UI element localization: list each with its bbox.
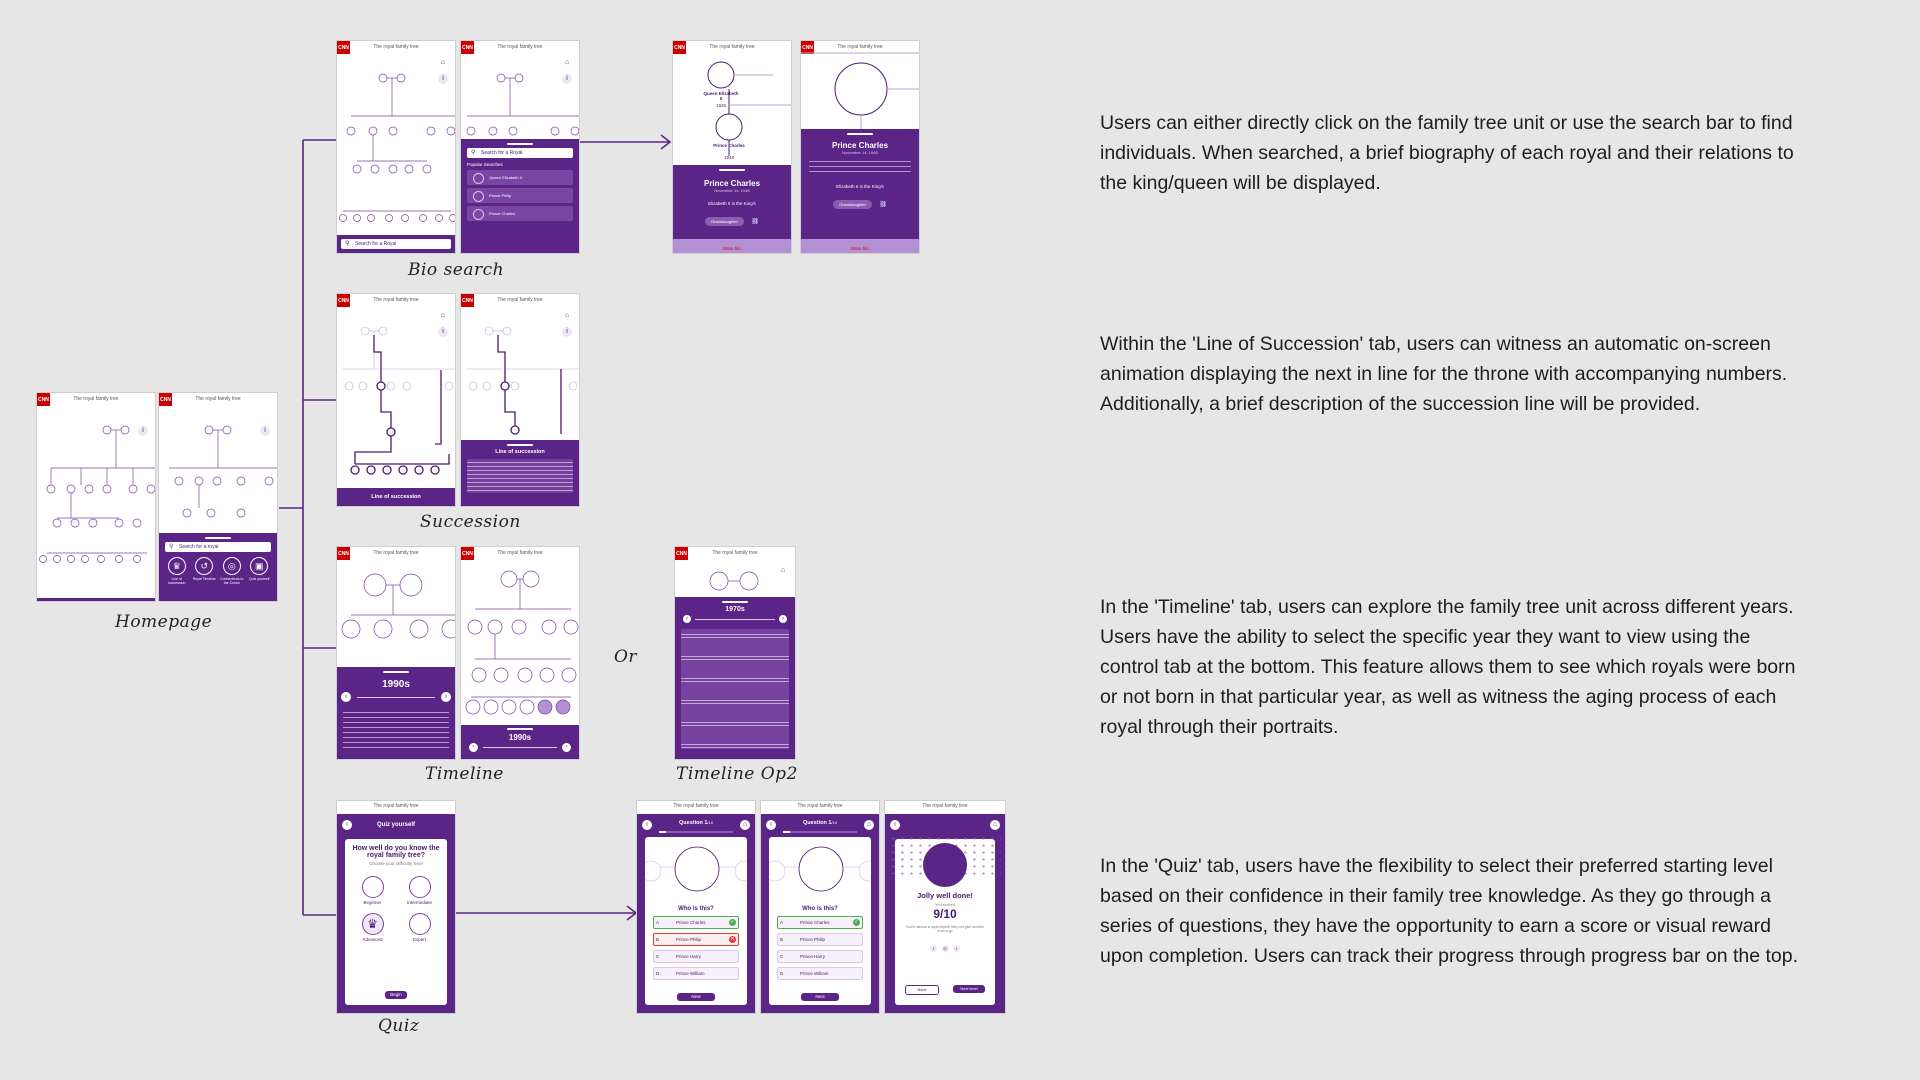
family-tree[interactable] (337, 41, 456, 254)
quiz-progress-bar (659, 831, 733, 833)
question-number: Question 1 (679, 820, 708, 826)
info-icon[interactable]: i (260, 426, 270, 436)
cnn-logo: CNN (675, 547, 688, 560)
info-icon[interactable]: i (138, 426, 148, 436)
home-icon[interactable]: ⌂ (864, 820, 874, 830)
link-icon[interactable]: ⛓ (751, 219, 759, 225)
screen-title: The royal family tree (497, 297, 543, 303)
bio-search-panel (337, 235, 455, 253)
quiz-icon: ▣ (250, 557, 268, 575)
back-arrow-icon[interactable]: ‹ (342, 820, 352, 830)
description-bio-search: Users can either directly click on the family tree unit or use the search bar to find individuals. When searched, a brief biography of each royal and their relations to the king/queen will be displayed. (1100, 112, 1794, 194)
cnn-logo: CNN (37, 393, 50, 406)
screen-title: The royal family tree (337, 801, 455, 814)
answer-option-b[interactable]: B Prince Philip (777, 933, 863, 946)
screen-title: The royal family tree (761, 801, 879, 814)
relation-tag: Granddaughter (705, 217, 744, 226)
succession-description (467, 459, 573, 493)
succession-panel (461, 440, 579, 506)
quiz-level-card (345, 839, 447, 1005)
home-icon[interactable]: ⌂ (740, 820, 750, 830)
year-display: 1970s (725, 606, 745, 613)
caption-timeline-op2: Timeline Op2 (676, 764, 798, 784)
wrong-icon: ✕ (730, 936, 735, 942)
crown-icon: ♛ (362, 913, 384, 935)
caption-succession: Succession (420, 512, 521, 532)
quiz-header: Quiz yourself (376, 822, 415, 828)
info-icon[interactable]: i (562, 327, 572, 337)
cnn-logo: CNN (337, 294, 350, 307)
chevron-left-icon[interactable]: ‹ (341, 692, 351, 702)
cnn-logo: CNN (461, 41, 474, 54)
quiz-question-screen-2 (760, 800, 880, 1014)
search-input[interactable]: ⚲ Search for a Royal (467, 148, 573, 158)
begin-button[interactable]: Begin (385, 991, 407, 999)
question-total: /10 (707, 820, 713, 825)
chevron-right-icon[interactable]: › (441, 692, 451, 702)
search-input[interactable]: ⚲ Search for a Royal (341, 239, 451, 249)
home-icon[interactable]: ⌂ (564, 59, 570, 66)
year-display: 1990s (508, 733, 532, 742)
level-beginner[interactable]: Beginner (351, 876, 394, 905)
level-intermediate[interactable]: Intermediate (398, 876, 441, 905)
bio-screen-4 (800, 40, 920, 254)
avatar (923, 843, 967, 887)
caption-homepage: Homepage (115, 612, 213, 632)
family-tree[interactable] (37, 393, 156, 602)
caption-or: Or (614, 647, 638, 667)
cnn-logo: CNN (673, 41, 686, 54)
caption-timeline: Timeline (425, 764, 504, 784)
charles-label: Prince Charles (713, 143, 745, 148)
portrait-tree (769, 837, 871, 901)
question-number: Question 1 (803, 820, 832, 826)
succession-title: Line of succession (495, 449, 545, 455)
timeline-control-panel (461, 725, 579, 759)
timeline-events-list (681, 629, 789, 749)
screen-title: The royal family tree (195, 396, 241, 402)
bio-name: Prince Charles (703, 179, 761, 188)
family-tree[interactable] (337, 547, 456, 677)
bio-card (801, 129, 919, 253)
screen-title: The royal family tree (885, 801, 1005, 814)
answer-option-a[interactable]: A Prince Charles ✓ (653, 916, 739, 929)
bio-relation: Elizabeth II is the King's (836, 184, 884, 189)
screen-title: The royal family tree (373, 44, 419, 50)
next-level-button[interactable]: Next level (953, 985, 985, 993)
cnn-logo: CNN (337, 41, 350, 54)
question-total: /10 (831, 820, 837, 825)
screen-title: The royal family tree (709, 44, 755, 50)
family-tree[interactable] (461, 41, 580, 151)
timeline-op2-panel (675, 597, 795, 759)
succession-screen-2 (460, 293, 580, 507)
correct-icon: ✓ (854, 919, 859, 925)
cnn-logo: CNN (337, 547, 350, 560)
home-icon[interactable]: ⌂ (780, 567, 786, 574)
year-slider[interactable] (679, 615, 791, 625)
family-tree[interactable] (159, 393, 278, 543)
next-button[interactable]: Next (677, 993, 715, 1001)
screen-title: The royal family tree (373, 297, 419, 303)
share-icon[interactable]: ◎ (943, 946, 947, 951)
bio-name: Prince Charles (831, 141, 889, 150)
answer-option-a[interactable]: A Prince Charles ✓ (777, 916, 863, 929)
twitter-icon[interactable]: t (953, 945, 960, 952)
succession-tree[interactable] (461, 294, 580, 444)
quiz-subtitle: Choose your difficulty level (369, 861, 423, 866)
cnn-logo: CNN (461, 547, 474, 560)
info-icon[interactable]: i (438, 327, 448, 337)
year-slider[interactable] (465, 743, 575, 753)
home-icon[interactable]: ⌂ (564, 312, 570, 319)
year-display: 1990s (382, 679, 410, 690)
family-tree[interactable] (675, 547, 796, 597)
queen-year: 1926 (715, 103, 726, 108)
screen-title: The royal family tree (837, 44, 883, 50)
back-button[interactable]: Back (905, 985, 939, 995)
relation-tag: Granddaughter (833, 200, 872, 209)
menu-quiz[interactable]: ▣ Quiz yourself (247, 557, 271, 585)
chevron-right-icon[interactable]: › (779, 615, 787, 623)
cnn-logo: CNN (461, 294, 474, 307)
crown-icon: ♛ (168, 557, 186, 575)
portrait-tree (645, 837, 747, 901)
timeline-screen-1 (336, 546, 456, 760)
chevron-left-icon[interactable]: ‹ (469, 743, 478, 752)
timeline-panel (337, 667, 455, 759)
quiz-prompt: Who is this? (678, 906, 714, 912)
facebook-icon[interactable]: f (930, 945, 937, 952)
quiz-question-screen-1 (636, 800, 756, 1014)
family-tree[interactable] (461, 547, 580, 737)
more-bio-bar[interactable]: More bio (673, 239, 791, 253)
description-succession: Within the 'Line of Succession' tab, users can witness an automatic on-screen animation displaying the next in line for the throne with accompanying numbers. Additionally, a brief description of the succession line will be provided. (1100, 333, 1788, 415)
description-timeline: In the 'Timeline' tab, users can explore the family tree unit across different years. Users have the ability to select the specific year they want to view using the control tab at the bottom. This feature allows them to see which royals were born or not born in that particular year, as well as witness the aging process of each royal through their portraits. (1100, 596, 1796, 738)
home-icon[interactable]: ⌂ (440, 312, 446, 319)
menu-royal-timeline[interactable]: ↺ Royal Timeline (192, 557, 216, 585)
chevron-left-icon[interactable]: ‹ (683, 615, 691, 623)
result-title: Jolly well done! (917, 891, 973, 900)
year-slider[interactable] (341, 692, 451, 704)
link-icon[interactable]: ⛓ (879, 202, 887, 208)
bio-card (673, 165, 791, 253)
screen-title: The royal family tree (497, 550, 543, 556)
screen-title: The royal family tree (712, 550, 758, 556)
answer-option-d[interactable]: D Prince William (653, 967, 739, 980)
next-button[interactable]: Next (801, 993, 839, 1001)
caption-bio-search: Bio search (408, 260, 505, 280)
bio-date: November 14, 1948 (842, 150, 878, 155)
menu-line-of-succession[interactable]: ♛ Line of succession (165, 557, 189, 585)
succession-screen-1 (336, 293, 456, 507)
search-input[interactable]: ⚲ Search for a royal (165, 542, 271, 552)
screen-title: The royal family tree (637, 801, 755, 814)
back-arrow-icon[interactable]: ‹ (890, 820, 900, 830)
answer-option-d[interactable]: D Prince William (777, 967, 863, 980)
bio-date: November 14, 1948 (714, 188, 750, 193)
level-advanced[interactable]: ♛ Advanced (351, 913, 394, 942)
quiz-level-screen (336, 800, 456, 1014)
timeline-screen-2 (460, 546, 580, 760)
bio-screen-1 (336, 40, 456, 254)
quiz-question-card (645, 837, 747, 1005)
quiz-result-card (895, 839, 995, 1005)
bio-text (809, 161, 911, 176)
quiz-result-screen (884, 800, 1006, 1014)
search-result[interactable]: Prince Philip (467, 188, 573, 203)
score-label: You scored (935, 902, 955, 907)
history-icon: ↺ (195, 557, 213, 575)
timeline-description (343, 708, 449, 752)
bio-screen-2 (460, 40, 580, 254)
chevron-right-icon[interactable]: › (562, 743, 571, 752)
home-icon[interactable]: ⌂ (440, 59, 446, 66)
screen-title: The royal family tree (373, 550, 419, 556)
bio-results-panel (461, 139, 579, 253)
cnn-logo: CNN (159, 393, 172, 406)
info-icon[interactable]: i (438, 74, 448, 84)
search-result[interactable]: Prince Charles (467, 206, 573, 221)
result-message: You're almost a royal expert! Why not give another level a go (905, 925, 985, 933)
search-result[interactable]: Queen Elizabeth II (467, 170, 573, 185)
correct-icon: ✓ (730, 919, 735, 925)
menu-connections[interactable]: ◎ Connections to the Crown (220, 557, 244, 585)
screen-title: The royal family tree (73, 396, 119, 402)
quiz-progress-bar (783, 831, 857, 833)
score-value: 9/10 (933, 907, 957, 921)
bio-screen-3 (672, 40, 792, 254)
home-icon[interactable]: ⌂ (990, 820, 1000, 830)
description-quiz: In the 'Quiz' tab, users have the flexibility to select their preferred starting level based on their confidence in their family tree knowledge. As they go through a series of questions, they have the opportunity to earn a score or visual reward upon completion. Users can track their progress through progress bar on the top. (1100, 855, 1799, 967)
answer-option-c[interactable]: C Prince Harry (777, 950, 863, 963)
succession-tree[interactable] (337, 294, 456, 507)
charles-year: 1948 (723, 155, 734, 160)
homepage-screen-1 (36, 392, 156, 602)
bio-relation: Elizabeth II is the King's (708, 201, 756, 206)
screen-title: The royal family tree (497, 44, 543, 50)
info-icon[interactable]: i (562, 74, 572, 84)
level-expert[interactable]: Expert (398, 913, 441, 942)
answer-option-b[interactable]: B Prince Philip ✕ (653, 933, 739, 946)
caption-quiz: Quiz (378, 1016, 420, 1036)
cnn-logo: CNN (801, 41, 814, 54)
quiz-question-card (769, 837, 871, 1005)
back-arrow-icon[interactable]: ‹ (642, 820, 652, 830)
home-menu-panel (159, 533, 277, 601)
more-bio-bar[interactable]: More bio (801, 239, 919, 253)
timeline-op2-screen (674, 546, 796, 760)
popular-searches-label: Popular Searches (467, 162, 503, 167)
answer-option-c[interactable]: C Prince Harry (653, 950, 739, 963)
back-arrow-icon[interactable]: ‹ (766, 820, 776, 830)
queen-label: Queen Elizabeth II (703, 91, 739, 101)
succession-bar[interactable]: Line of succession (337, 488, 455, 506)
connections-icon: ◎ (223, 557, 241, 575)
quiz-prompt: Who is this? (802, 906, 838, 912)
homepage-screen-2 (158, 392, 278, 602)
quiz-question: How well do you know the royal family tree? (352, 845, 440, 859)
